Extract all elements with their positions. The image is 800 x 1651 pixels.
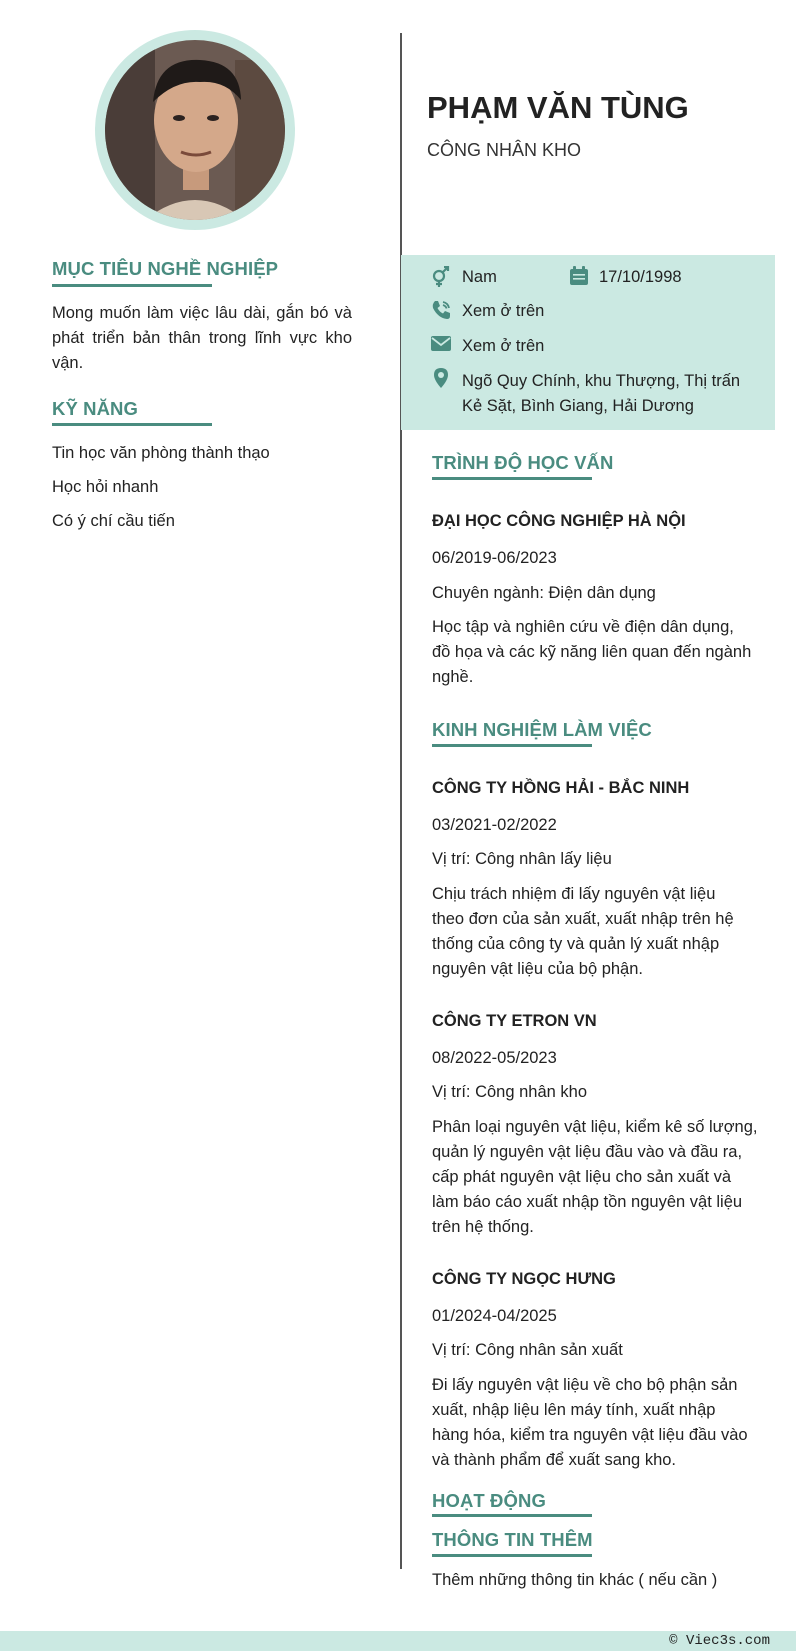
gender-value: Nam bbox=[462, 268, 497, 286]
career-objective-heading: MỤC TIÊU NGHỀ NGHIỆP bbox=[52, 258, 279, 279]
email-value: Xem ở trên bbox=[462, 337, 545, 355]
job-description: Đi lấy nguyên vật liệu về cho bộ phận sản xuất, nhập liệu lên máy tính, xuất nhập hàng hóa, kiểm tra nguyên vật liệu đầu vào và thành phẩm để xuất sang kho. bbox=[432, 1376, 748, 1469]
skills-underline bbox=[52, 423, 212, 426]
email-icon bbox=[430, 335, 452, 358]
company-name: CÔNG TY ETRON VN bbox=[432, 1012, 597, 1030]
company-name: CÔNG TY HỒNG HẢI - BẮC NINH bbox=[432, 779, 690, 797]
activities-heading: HOẠT ĐỘNG bbox=[432, 1490, 546, 1511]
location-pin-icon bbox=[432, 367, 450, 394]
school-name: ĐẠI HỌC CÔNG NGHIỆP HÀ NỘI bbox=[432, 512, 686, 530]
additional-info-text: Thêm những thông tin khác ( nếu cần ) bbox=[432, 1571, 718, 1589]
skills-heading: KỸ NĂNG bbox=[52, 398, 139, 419]
experience-underline bbox=[432, 744, 592, 747]
profile-photo bbox=[105, 40, 285, 220]
calendar-icon bbox=[568, 265, 590, 292]
education-underline bbox=[432, 477, 592, 480]
phone-value: Xem ở trên bbox=[462, 302, 545, 320]
education-description: Học tập và nghiên cứu về điện dân dụng, đồ họa và các kỹ năng liên quan đến ngành nghề. bbox=[432, 618, 752, 686]
activities-underline bbox=[432, 1514, 592, 1517]
address-value: Ngõ Quy Chính, khu Thượng, Thị trấn Kẻ Sặt, Bình Giang, Hải Dương bbox=[462, 372, 741, 415]
job-period: 08/2022-05/2023 bbox=[432, 1049, 557, 1067]
skill-item: Có ý chí cầu tiến bbox=[52, 512, 175, 530]
job-description: Phân loại nguyên vật liệu, kiểm kê số lượng, quản lý nguyên vật liệu đầu vào và đầu ra, cấp phát nguyên vật liệu cho sản xuất và làm báo cáo xuất nhập tồn nguyên vật liệu trên hệ thống. bbox=[432, 1118, 758, 1236]
footer-bar bbox=[0, 1631, 796, 1651]
experience-heading: KINH NGHIỆM LÀM VIỆC bbox=[432, 719, 652, 740]
education-heading: TRÌNH ĐỘ HỌC VẤN bbox=[432, 452, 614, 473]
footer-copyright: © Viec3s.com bbox=[669, 1633, 770, 1649]
avatar bbox=[95, 30, 295, 230]
job-position: Vị trí: Công nhân sản xuất bbox=[432, 1341, 623, 1359]
job-position: Vị trí: Công nhân kho bbox=[432, 1083, 588, 1101]
career-objective-underline bbox=[52, 284, 212, 287]
job-title: CÔNG NHÂN KHO bbox=[427, 140, 582, 160]
candidate-name: PHẠM VĂN TÙNG bbox=[427, 90, 689, 125]
job-position: Vị trí: Công nhân lấy liệu bbox=[432, 850, 612, 868]
job-description: Chịu trách nhiệm đi lấy nguyên vật liệu theo đơn của sản xuất, xuất nhập trên hệ thống của công ty và quản lý xuất nhập nguyên vật liệu của bộ phận. bbox=[432, 885, 734, 978]
company-name: CÔNG TY NGỌC HƯNG bbox=[432, 1270, 616, 1288]
phone-icon bbox=[430, 299, 452, 326]
skill-item: Tin học văn phòng thành thạo bbox=[52, 444, 270, 462]
additional-info-heading: THÔNG TIN THÊM bbox=[432, 1529, 593, 1550]
skill-item: Học hỏi nhanh bbox=[52, 478, 159, 496]
additional-info-underline bbox=[432, 1554, 592, 1557]
gender-icon bbox=[430, 266, 452, 293]
career-objective-text: Mong muốn làm việc lâu dài, gắn bó và phát triển bản thân trong lĩnh vực kho vận. bbox=[52, 304, 352, 372]
job-period: 03/2021-02/2022 bbox=[432, 816, 557, 834]
education-period: 06/2019-06/2023 bbox=[432, 549, 557, 567]
education-major: Chuyên ngành: Điện dân dụng bbox=[432, 584, 656, 602]
job-period: 01/2024-04/2025 bbox=[432, 1307, 557, 1325]
dob-value: 17/10/1998 bbox=[599, 268, 682, 286]
